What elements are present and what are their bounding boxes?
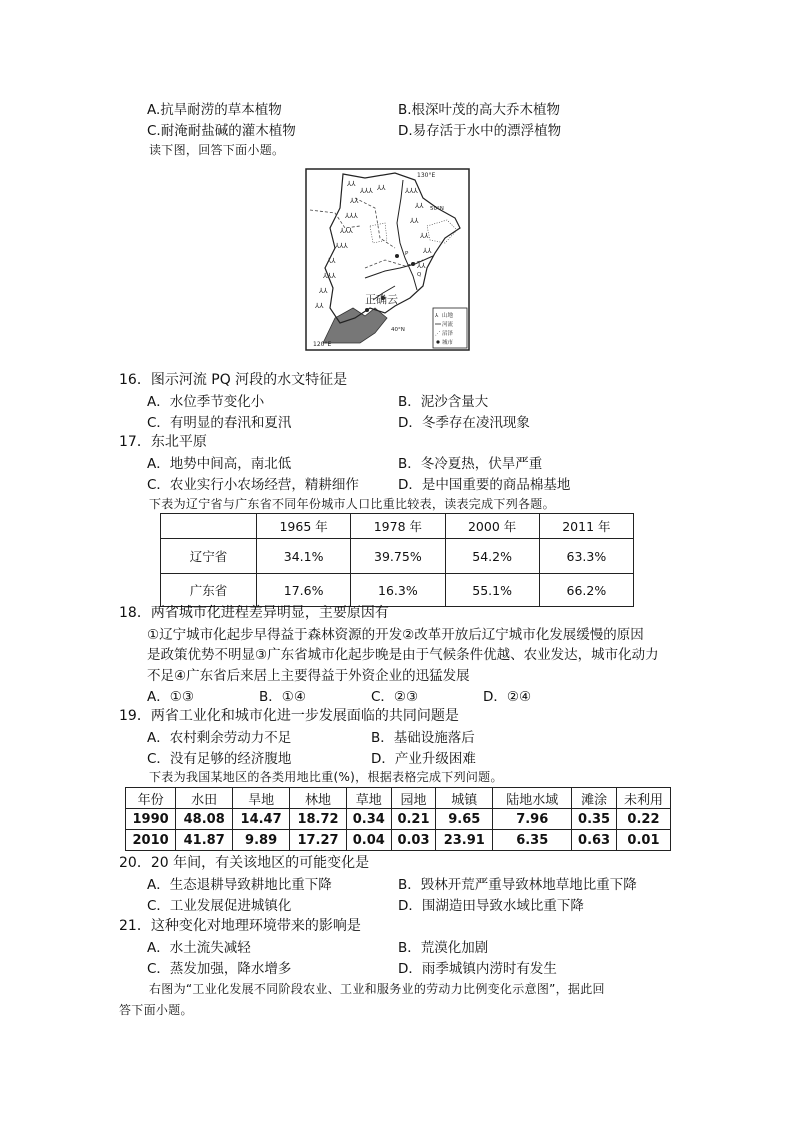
q20-option-b: B．毁林开荒严重导致林地草地比重下降: [398, 877, 637, 893]
q20-option-a: A．生态退耕导致耕地比重下降: [147, 877, 332, 893]
q16-option-b: B．泥沙含量大: [398, 394, 489, 410]
land-use-table: [125, 787, 671, 851]
table-header-row: 1965 年 1978 年 2000 年 2011 年: [161, 514, 634, 539]
urban-population-table: [160, 513, 634, 607]
svg-text:⅄⅄: ⅄⅄: [423, 247, 432, 255]
final-intro-line2: 答下面小题。: [119, 1003, 193, 1017]
lon-top-label: 130°E: [417, 172, 436, 179]
q20-option-d: D．围湖造田导致水域比重下降: [398, 898, 584, 914]
svg-text:⅄⅄: ⅄⅄: [415, 202, 424, 210]
q18-text-line2: 是政策优势不明显③广东省城市化起步晚是由于气候条件优越、农业发达，城市化动力: [147, 647, 659, 663]
q18-option-b: B．①④: [259, 689, 306, 705]
q20-stem: 20．20 年间，有关该地区的可能变化是: [119, 855, 370, 871]
map-legend: [433, 308, 467, 348]
svg-text:⅄⅄⅄: ⅄⅄⅄: [345, 212, 358, 220]
q19-option-b: B．基础设施落后: [371, 730, 475, 746]
svg-text:⅄⅄: ⅄⅄: [327, 257, 336, 265]
q17-option-a: A．地势中间高，南北低: [147, 456, 292, 472]
q21-option-c: C．蒸发加强，降水增多: [147, 961, 292, 977]
svg-text:⅄⅄⅄: ⅄⅄⅄: [335, 242, 348, 250]
svg-text:⅄⅄⅄: ⅄⅄⅄: [405, 187, 418, 195]
table-header-row: 年份 水田 旱地 林地 草地 园地 城镇 陆地水域 滩涂 未利用: [126, 788, 671, 809]
q19-option-c: C．没有足够的经济腹地: [147, 751, 292, 767]
option-d: D.易存活于水中的漂浮植物: [398, 123, 562, 139]
q21-option-a: A．水土流失减轻: [147, 940, 251, 956]
q20-option-c: C．工业发展促进城镇化: [147, 898, 292, 914]
q21-stem: 21．这种变化对地理环境带来的影响是: [119, 918, 361, 934]
q19-option-d: D．产业升级困难: [371, 751, 476, 767]
svg-text:⅄⅄: ⅄⅄: [417, 262, 426, 270]
table-row: 2010 41.87 9.89 17.27 0.04 0.03 23.91 6.35 0.63 0.01: [126, 830, 671, 851]
watermark: 正确云: [365, 293, 398, 306]
q19-stem: 19．两省工业化和城市化进一步发展面临的共同问题是: [119, 708, 459, 724]
svg-text:⅄⅄: ⅄⅄: [319, 287, 328, 295]
lon-bottom-label: 120°E: [313, 341, 332, 348]
svg-text:⅄⅄: ⅄⅄: [350, 197, 359, 205]
svg-text:⋰: ⋰: [435, 331, 441, 337]
svg-text:⅄⅄: ⅄⅄: [377, 184, 386, 192]
q21-option-d: D．雨季城镇内涝时有发生: [398, 961, 557, 977]
table2-intro: 下表为我国某地区的各类用地比重(%)，根据表格完成下列问题。: [149, 770, 503, 784]
svg-text:⅄⅄: ⅄⅄: [347, 180, 356, 188]
table-row: 1990 48.08 14.47 18.72 0.34 0.21 9.65 7.96 0.35 0.22: [126, 809, 671, 830]
option-c: C.耐淹耐盐碱的灌木植物: [147, 123, 296, 139]
map-intro: 读下图，回答下面小题。: [149, 143, 285, 157]
q19-option-a: A．农村剩余劳动力不足: [147, 730, 292, 746]
q17-option-d: D．是中国重要的商品棉基地: [398, 477, 571, 493]
q17-option-b: B．冬冷夏热，伏旱严重: [398, 456, 543, 472]
table1-intro: 下表为辽宁省与广东省不同年份城市人口比重比较表，读表完成下列各题。: [149, 497, 555, 511]
q18-option-c: C．②③: [371, 689, 419, 705]
option-a: A.抗旱耐涝的草本植物: [147, 102, 282, 118]
q16-option-d: D．冬季存在凌汛现象: [398, 415, 530, 431]
svg-text:城市: 城市: [442, 340, 454, 346]
q16-option-c: C．有明显的春汛和夏汛: [147, 415, 292, 431]
q16-option-a: A．水位季节变化小: [147, 394, 265, 410]
q16-stem: 16．图示河流 PQ 河段的水文特征是: [119, 372, 348, 388]
q18-stem: 18．两省城市化进程差异明显，主要原因有: [119, 605, 389, 621]
svg-text:⅄⅄: ⅄⅄: [315, 302, 324, 310]
svg-text:⅄⅄⅄: ⅄⅄⅄: [360, 187, 373, 195]
svg-text:河流: 河流: [442, 322, 454, 328]
lat-top-label: 50°N: [430, 206, 444, 212]
option-b: B.根深叶茂的高大乔木植物: [398, 102, 561, 118]
northeast-map: [305, 168, 470, 351]
table-row: 广东省 17.6% 16.3% 55.1% 66.2%: [161, 574, 634, 607]
svg-text:⅄: ⅄: [435, 313, 439, 319]
svg-text:沼泽: 沼泽: [442, 331, 454, 337]
lat-bottom-label: 40°N: [391, 327, 405, 333]
svg-text:山地: 山地: [442, 313, 454, 319]
svg-text:⅄⅄: ⅄⅄: [410, 217, 419, 225]
q21-option-b: B．荒漠化加剧: [398, 940, 489, 956]
point-q-label: Q: [417, 272, 422, 278]
svg-text:⅄⅄⅄: ⅄⅄⅄: [340, 227, 353, 235]
q17-option-c: C．农业实行小农场经营，精耕细作: [147, 477, 359, 493]
q17-stem: 17．东北平原: [119, 434, 207, 450]
point-p-label: P: [405, 251, 409, 257]
table-row: 辽宁省 34.1% 39.75% 54.2% 63.3%: [161, 539, 634, 574]
svg-text:⅄⅄⅄: ⅄⅄⅄: [323, 272, 336, 280]
q18-text-line1: ①辽宁城市化起步早得益于森林资源的开发②改革开放后辽宁城市化发展缓慢的原因: [147, 627, 644, 643]
svg-text:⅄⅄: ⅄⅄: [420, 232, 429, 240]
q18-text-line3: 不足④广东省后来居上主要得益于外资企业的迅猛发展: [147, 668, 470, 684]
final-intro-line1: 右图为“工业化发展不同阶段农业、工业和服务业的劳动力比例变化示意图”，据此回: [149, 982, 605, 996]
q18-option-d: D．②④: [483, 689, 532, 705]
q18-option-a: A．①③: [147, 689, 194, 705]
